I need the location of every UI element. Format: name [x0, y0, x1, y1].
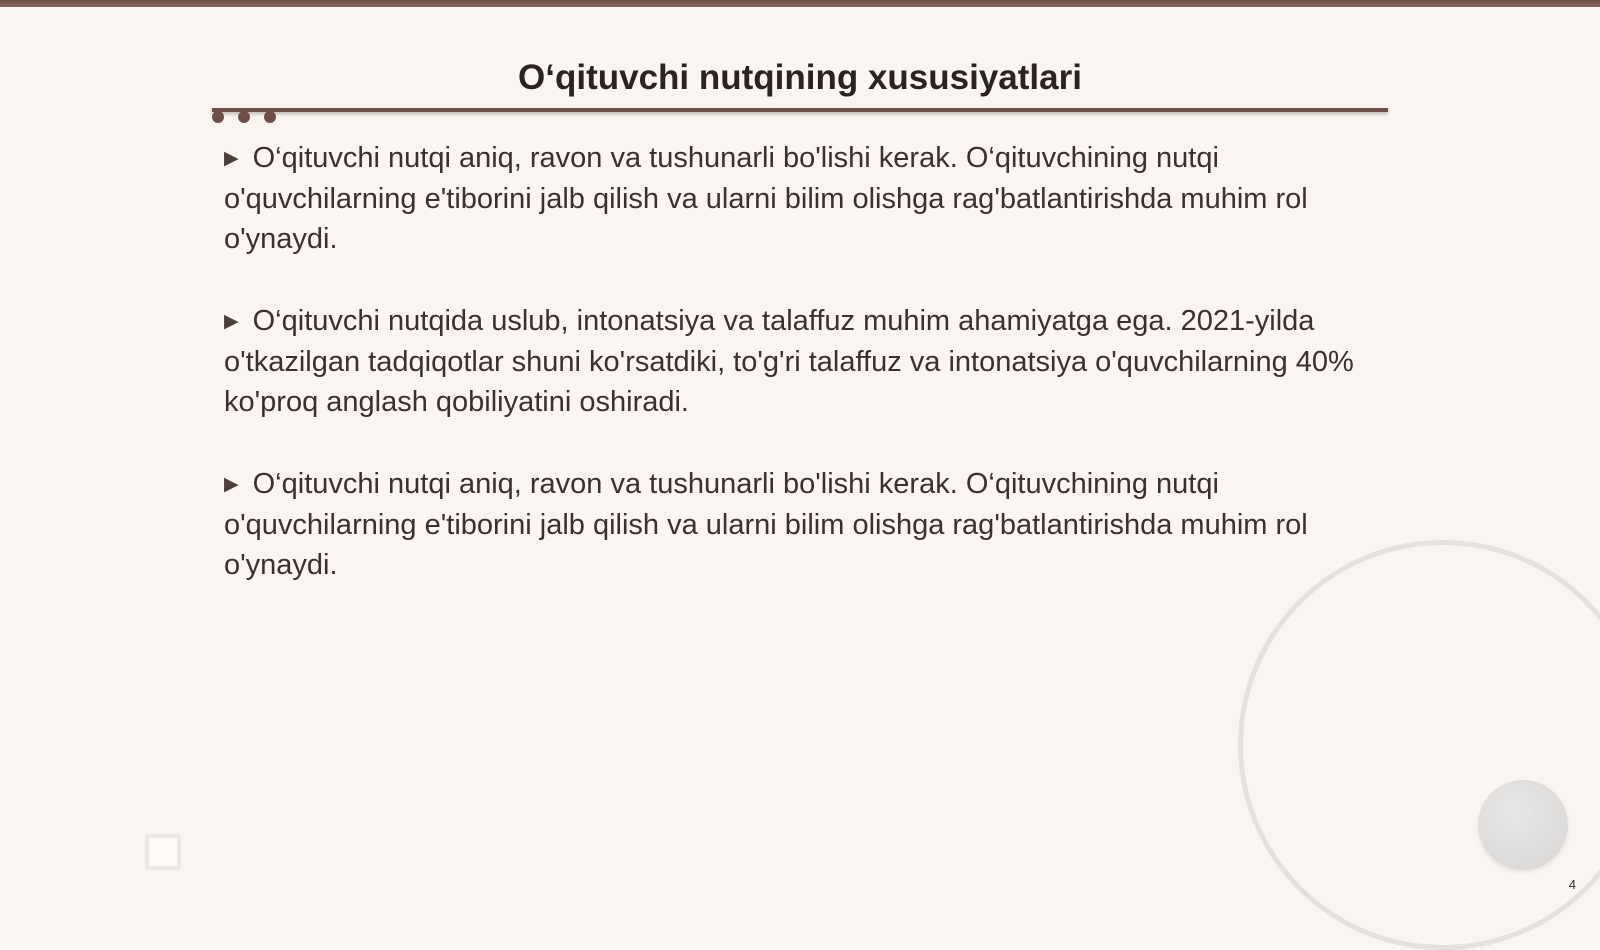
dot [238, 111, 250, 123]
page-number: 4 [1568, 877, 1576, 892]
bullet-text: O‘qituvchi nutqida uslub, intonatsiya va talaffuz muhim ahamiyatga ega. 2021-yilda o'tkazilgan tadqiqotlar shuni ko'rsatdiki, to'g'ri talaffuz va intonatsiya o'quvchilarning 40% ko'proq anglash qobiliyatini oshiradi. [224, 305, 1354, 418]
title-dots [212, 111, 276, 123]
bullet-text: O‘qituvchi nutqi aniq, ravon va tushunarli bo'lishi kerak. O‘qituvchining nutqi o'quvchilarning e'tiborini jalb qilish va ularni bilim olishga rag'batlantirishda muhim rol o'ynaydi. [224, 142, 1308, 255]
top-accent-bar [0, 0, 1600, 7]
bullet-arrow-icon: ▶ [224, 311, 239, 332]
title-underline [212, 108, 1388, 112]
bullet-item [224, 138, 1354, 259]
bullet-arrow-icon: ▶ [224, 148, 239, 169]
decorative-disc [1478, 780, 1568, 870]
decorative-square [145, 834, 181, 870]
dot [264, 111, 276, 123]
bullet-list [224, 138, 1354, 627]
slide-title: O‘qituvchi nutqining xususiyatlari [518, 58, 1082, 97]
bullet-arrow-icon: ▶ [224, 474, 239, 495]
bullet-item [224, 464, 1354, 585]
bullet-text: O‘qituvchi nutqi aniq, ravon va tushunarli bo'lishi kerak. O‘qituvchining nutqi o'quvchilarning e'tiborini jalb qilish va ularni bilim olishga rag'batlantirishda muhim rol o'ynaydi. [224, 468, 1308, 581]
dot [212, 111, 224, 123]
bullet-item [224, 301, 1354, 422]
